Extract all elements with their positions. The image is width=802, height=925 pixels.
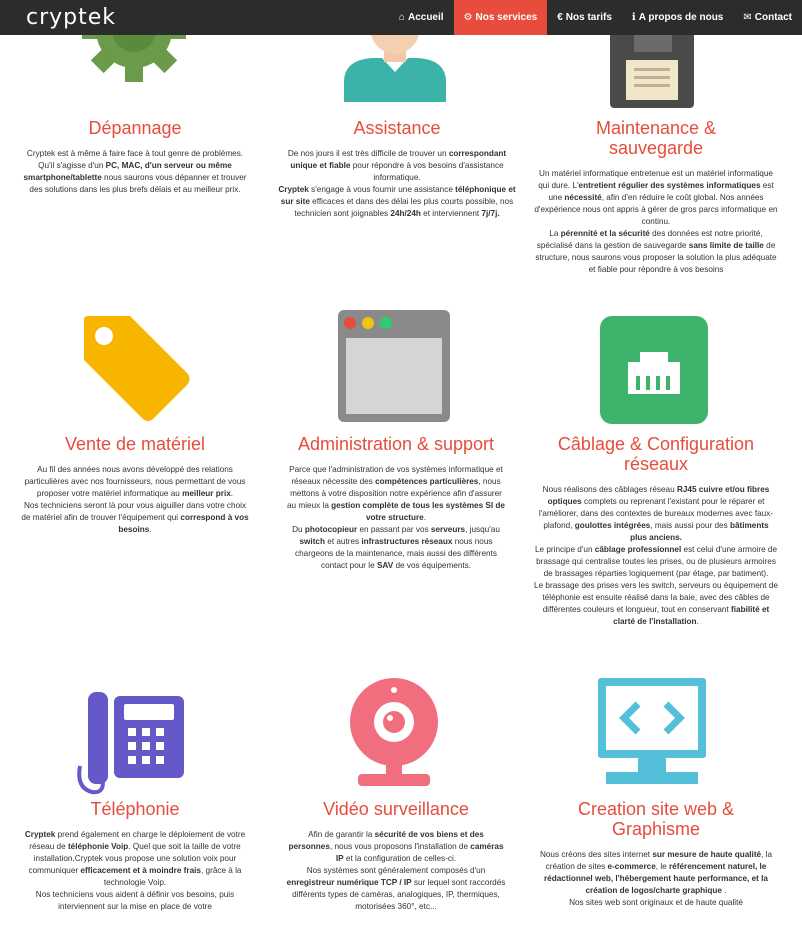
nav-label: Contact (754, 12, 792, 23)
service-title: Vidéo surveillance (323, 799, 469, 819)
service-description: Cryptek est à même à faire face à tout genre de problèmes. Qu'il s'agisse d'un PC, MAC, d'un serveur ou même smartphone/tablette nous saurons vous dépanner et trouver des solutions dans les plus brefs délais et au meilleur prix. (23, 149, 247, 194)
nav-accueil[interactable] (389, 0, 454, 35)
nav-a-propos[interactable] (622, 0, 733, 35)
emphasis-text: sur mesure de haute qualité (652, 850, 762, 859)
emphasis-text: Cryptek (24, 830, 56, 839)
desk-phone-icon (76, 688, 186, 798)
service-description: Parce que l'administration de vos systèmes informatique et réseaux nécessite des compétences particulières, nous mettons à votre disposition notre expérience afin d'assurer au mieux la gestion complète de tous les systèmes SI de votre structure. Du photocopieur en passant par vos serveurs, jusqu'au switch et autres infrastructures réseaux nous nous chargeons de la maintenance, mais aussi des différents contact pour le SAV de vos équipements. (287, 465, 505, 570)
emphasis-text: e-commerce (607, 862, 656, 871)
emphasis-text: goulottes intégrées (574, 521, 651, 530)
service-description: Cryptek prend également en charge le déploiement de votre réseau de téléphonie Voip. Quel que soit la taille de votre installation,Cryptek vous propose une solution voix pour communiquer efficacement et à moindre frais, grâce à la technologie Voip. Nos techniciens vous aident à définir vos besoins, puis interviennent sur la mise en place de votre (24, 830, 246, 911)
emphasis-text: fiabilité et clarté de l'installation (613, 605, 770, 626)
service-title: Téléphonie (90, 799, 180, 819)
code-monitor-icon (598, 678, 706, 784)
emphasis-text: câblage professionnel (594, 545, 682, 554)
service-title: Dépannage (88, 118, 182, 138)
service-description: Un matériel informatique entretenue est un matériel informatique qui dure. L'entretient régulier des systèmes informatiques est une nécessité, afin d'en réduire le coût global. Nos années d'expérience nous ont appris à gérer de gros parcs informatique en continu. La pérennité et la sécurité des données est notre priorité, spécialisé dans la gestion de sauvegarde sans limite de taille de structure, nous saurons vous proposer la solution la plus adéquate et fiable pour répondre à vos besoins (534, 169, 778, 274)
brand-logo[interactable]: cryptek (26, 5, 117, 30)
emphasis-text: entretient régulier des systèmes informatiques (578, 181, 761, 190)
emphasis-text: téléphonie Voip (67, 842, 129, 851)
price-tag-icon (80, 312, 192, 422)
emphasis-text: sécurité de vos biens et des personnes (288, 830, 484, 851)
service-maintenance (534, 118, 778, 276)
emphasis-text: sans limite de taille (688, 241, 764, 250)
floppy-disk-icon (610, 30, 694, 108)
emphasis-text: caméras IP (335, 842, 504, 863)
service-telephonie (20, 799, 250, 913)
nav-nos-tarifs[interactable] (547, 0, 622, 35)
nav-contact[interactable] (733, 0, 802, 35)
emphasis-text: SAV (376, 561, 394, 570)
info-icon: ℹ (631, 12, 636, 23)
envelope-icon: ✉ (743, 12, 752, 23)
service-vente-materiel (20, 434, 250, 536)
emphasis-text: correspond à vos besoins (118, 513, 249, 534)
top-navbar (0, 0, 802, 35)
service-cablage (534, 434, 778, 628)
service-description: Afin de garantir la sécurité de vos biens et des personnes, nous vous proposons l'installation de caméras IP et la configuration de celles-ci. Nos systèmes sont généralement composés d'un enregistreur numérique TCP / IP sur lequel sont raccordés différents types de caméras, analogiques, IP, thermiques, motorisées 360°, etc... (286, 830, 506, 911)
emphasis-text: enregistreur numérique TCP / IP (286, 878, 412, 887)
service-description: Au fil des années nous avons développé des relations particulières avec nos fournisseurs, nous permettant de vous proposer votre matériel informatique au meilleur prix. Nos techniciens seront là pour vous aiguiller dans votre choix de matériel afin de trouver l'équipement qui correspond à vos besoins. (21, 465, 249, 534)
emphasis-text: RJ45 cuivre et/ou fibres optiques (547, 485, 770, 506)
service-assistance (278, 118, 516, 220)
service-title: Creation site web & Graphisme (577, 799, 735, 839)
nav-nos-services[interactable] (454, 0, 548, 35)
service-description: De nos jours il est très difficile de trouver un correspondant unique et fiable pour répondre à vos besoins d'assistance informatique. Cryptek s'engage à vous fournir une assistance téléphonique et sur site efficaces et dans des délai les plus courts possible, nos technicien sont joignables 24h/24h et interviennent 7j/7j. (278, 149, 516, 218)
emphasis-text: meilleur prix (182, 489, 231, 498)
service-description: Nous créons des sites internet sur mesure de haute qualité, la création de sites e-commerce, le référencement naturel, le rédactionnel web, l'hébergement haute performance, et la création de logos/charte graphique . Nos sites web sont originaux et de haute qualité (539, 850, 773, 907)
euro-icon: € (557, 12, 563, 23)
service-depannage (20, 118, 250, 196)
nav-label: Nos tarifs (565, 12, 612, 23)
emphasis-text: efficacement et à moindre frais (80, 866, 201, 875)
emphasis-text: photocopieur (304, 525, 358, 534)
emphasis-text: bâtiments plus anciens. (630, 521, 769, 542)
emphasis-text: pérennité et la sécurité (560, 229, 650, 238)
emphasis-text: Cryptek (278, 185, 309, 194)
nav-label: A propos de nous (638, 12, 724, 23)
main-nav (389, 0, 802, 35)
service-title: Câblage & Configuration réseaux (557, 434, 755, 474)
emphasis-text: 7j/7j. (481, 209, 500, 218)
emphasis-text: gestion complète de tous les systèmes SI de votre structure (331, 501, 505, 522)
emphasis-text: PC, MAC, d'un serveur ou même smartphone/tablette (23, 161, 232, 182)
emphasis-text: serveurs (430, 525, 466, 534)
service-video-surveillance (276, 799, 516, 913)
emphasis-text: 24h/24h (390, 209, 421, 218)
ethernet-port-icon (600, 316, 708, 424)
webcam-icon (346, 676, 442, 788)
service-description: Nous réalisons des câblages réseau RJ45 cuivre et/ou fibres optiques complets ou reprenant l'existant pour le réparer et l'améliorer, dans des contextes de bureaux modernes avec faux-plafond, goulottes intégrées, mais aussi pour des bâtiments plus anciens. Le principe d'un câblage professionnel est celui d'une armoire de brassage qui centralise toutes les prises, ou de plusieurs armoires de brassages réparties logiquement (par étage, par batiment). Le brassage des prises vers les switch, serveurs ou équipement de téléphonie est ensuite réalisé dans la baie, avec des câbles de différentes couleurs et longueur, tout en conservant fiabilité et clarté de l'installation. (534, 485, 778, 626)
emphasis-text: compétences particulières (375, 477, 479, 486)
home-icon: ⌂ (398, 12, 405, 23)
emphasis-text: switch (299, 537, 325, 546)
browser-window-icon (338, 310, 450, 422)
service-title: Vente de matériel (64, 434, 206, 454)
nav-label: Nos services (475, 12, 538, 23)
service-title: Assistance (353, 118, 441, 138)
gears-icon: ⚙ (463, 12, 473, 23)
emphasis-text: infrastructures réseaux (361, 537, 453, 546)
service-administration (276, 434, 516, 572)
nav-label: Accueil (407, 12, 444, 23)
service-site-web (534, 799, 778, 909)
emphasis-text: référencement naturel, le rédactionnel web, l'hébergement haute performance, et la création de logos/charte graphique (544, 862, 768, 895)
emphasis-text: correspondant unique et fiable (290, 149, 507, 170)
service-title: Administration & support (297, 434, 495, 454)
service-title: Maintenance & sauvegarde (595, 118, 717, 158)
emphasis-text: téléphonique et sur site (280, 185, 516, 206)
emphasis-text: nécessité (564, 193, 602, 202)
